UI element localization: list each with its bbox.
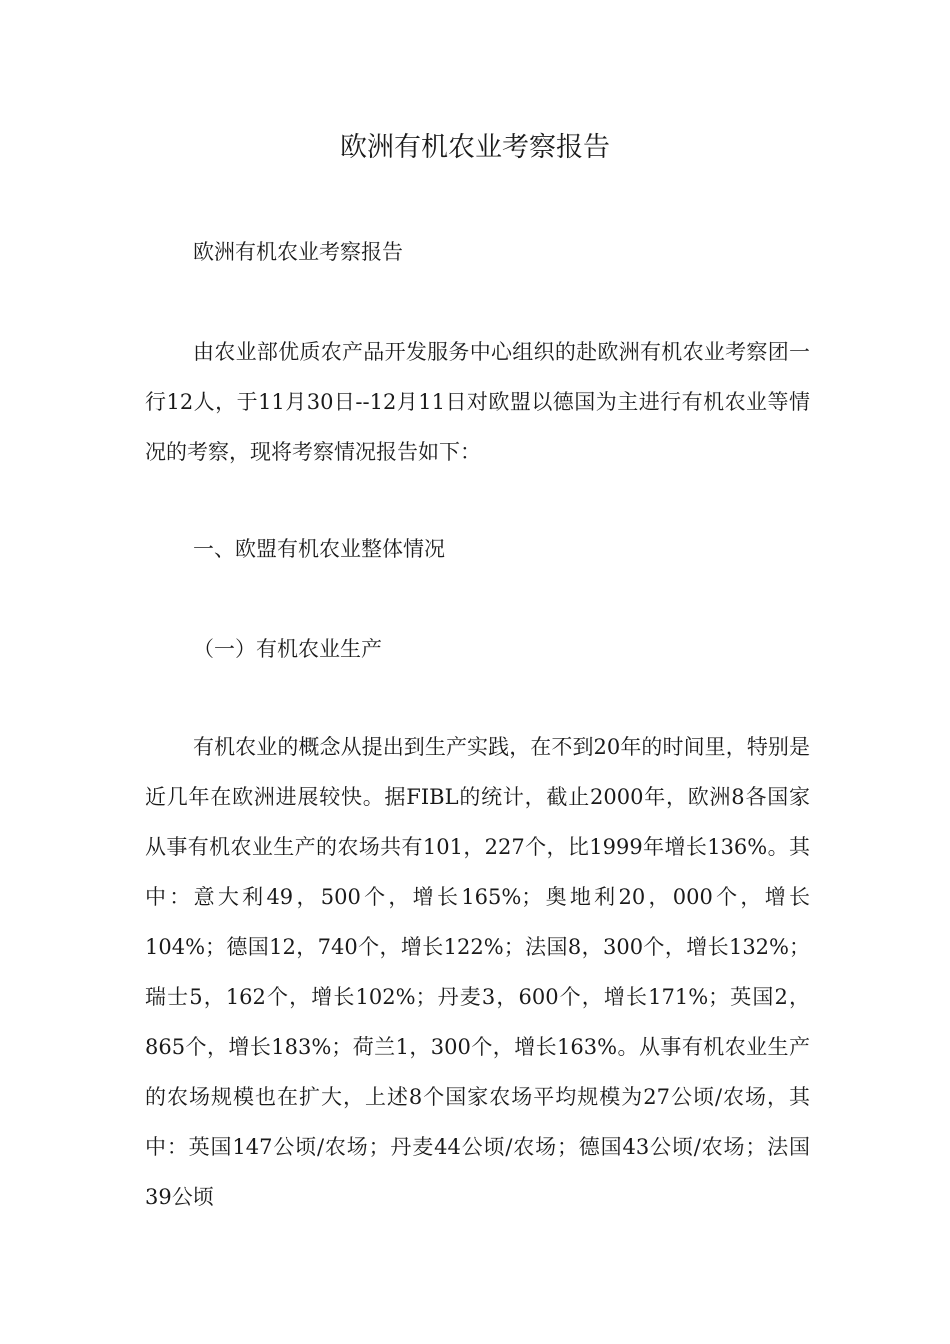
intro-paragraph: 由农业部优质农产品开发服务中心组织的赴欧洲有机农业考察团一行12人，于11月30日--12月11日对欧盟以德国为主进行有机农业等情况的考察，现将考察情况报告如下： [145, 340, 810, 464]
document-subtitle: 欧洲有机农业考察报告 [193, 240, 403, 264]
subsection-heading: （一）有机农业生产 [193, 637, 382, 661]
section-heading: 一、欧盟有机农业整体情况 [193, 537, 445, 561]
document-title: 欧洲有机农业考察报告 [340, 132, 610, 163]
body-paragraph: 有机农业的概念从提出到生产实践，在不到20年的时间里，特别是近几年在欧洲进展较快。据FIBL的统计，截止2000年，欧洲8各国家从事有机农业生产的农场共有101，227个，比1999年增长136%。其中：意大利49，500个，增长165%；奥地利20，000个，增长104%；德国12，740个，增长122%；法国8，300个，增长132%；瑞士5，162个，增长102%；丹麦3，600个，增长171%；英国2，865个，增长183%；荷兰1，300个，增长163%。从事有机农业生产的农场规模也在扩大，上述8个国家农场平均规模为27公顷/农场，其中：英国147公顷/农场；丹麦44公顷/农场；德国43公顷/农场；法国39公顷 [145, 735, 810, 1209]
